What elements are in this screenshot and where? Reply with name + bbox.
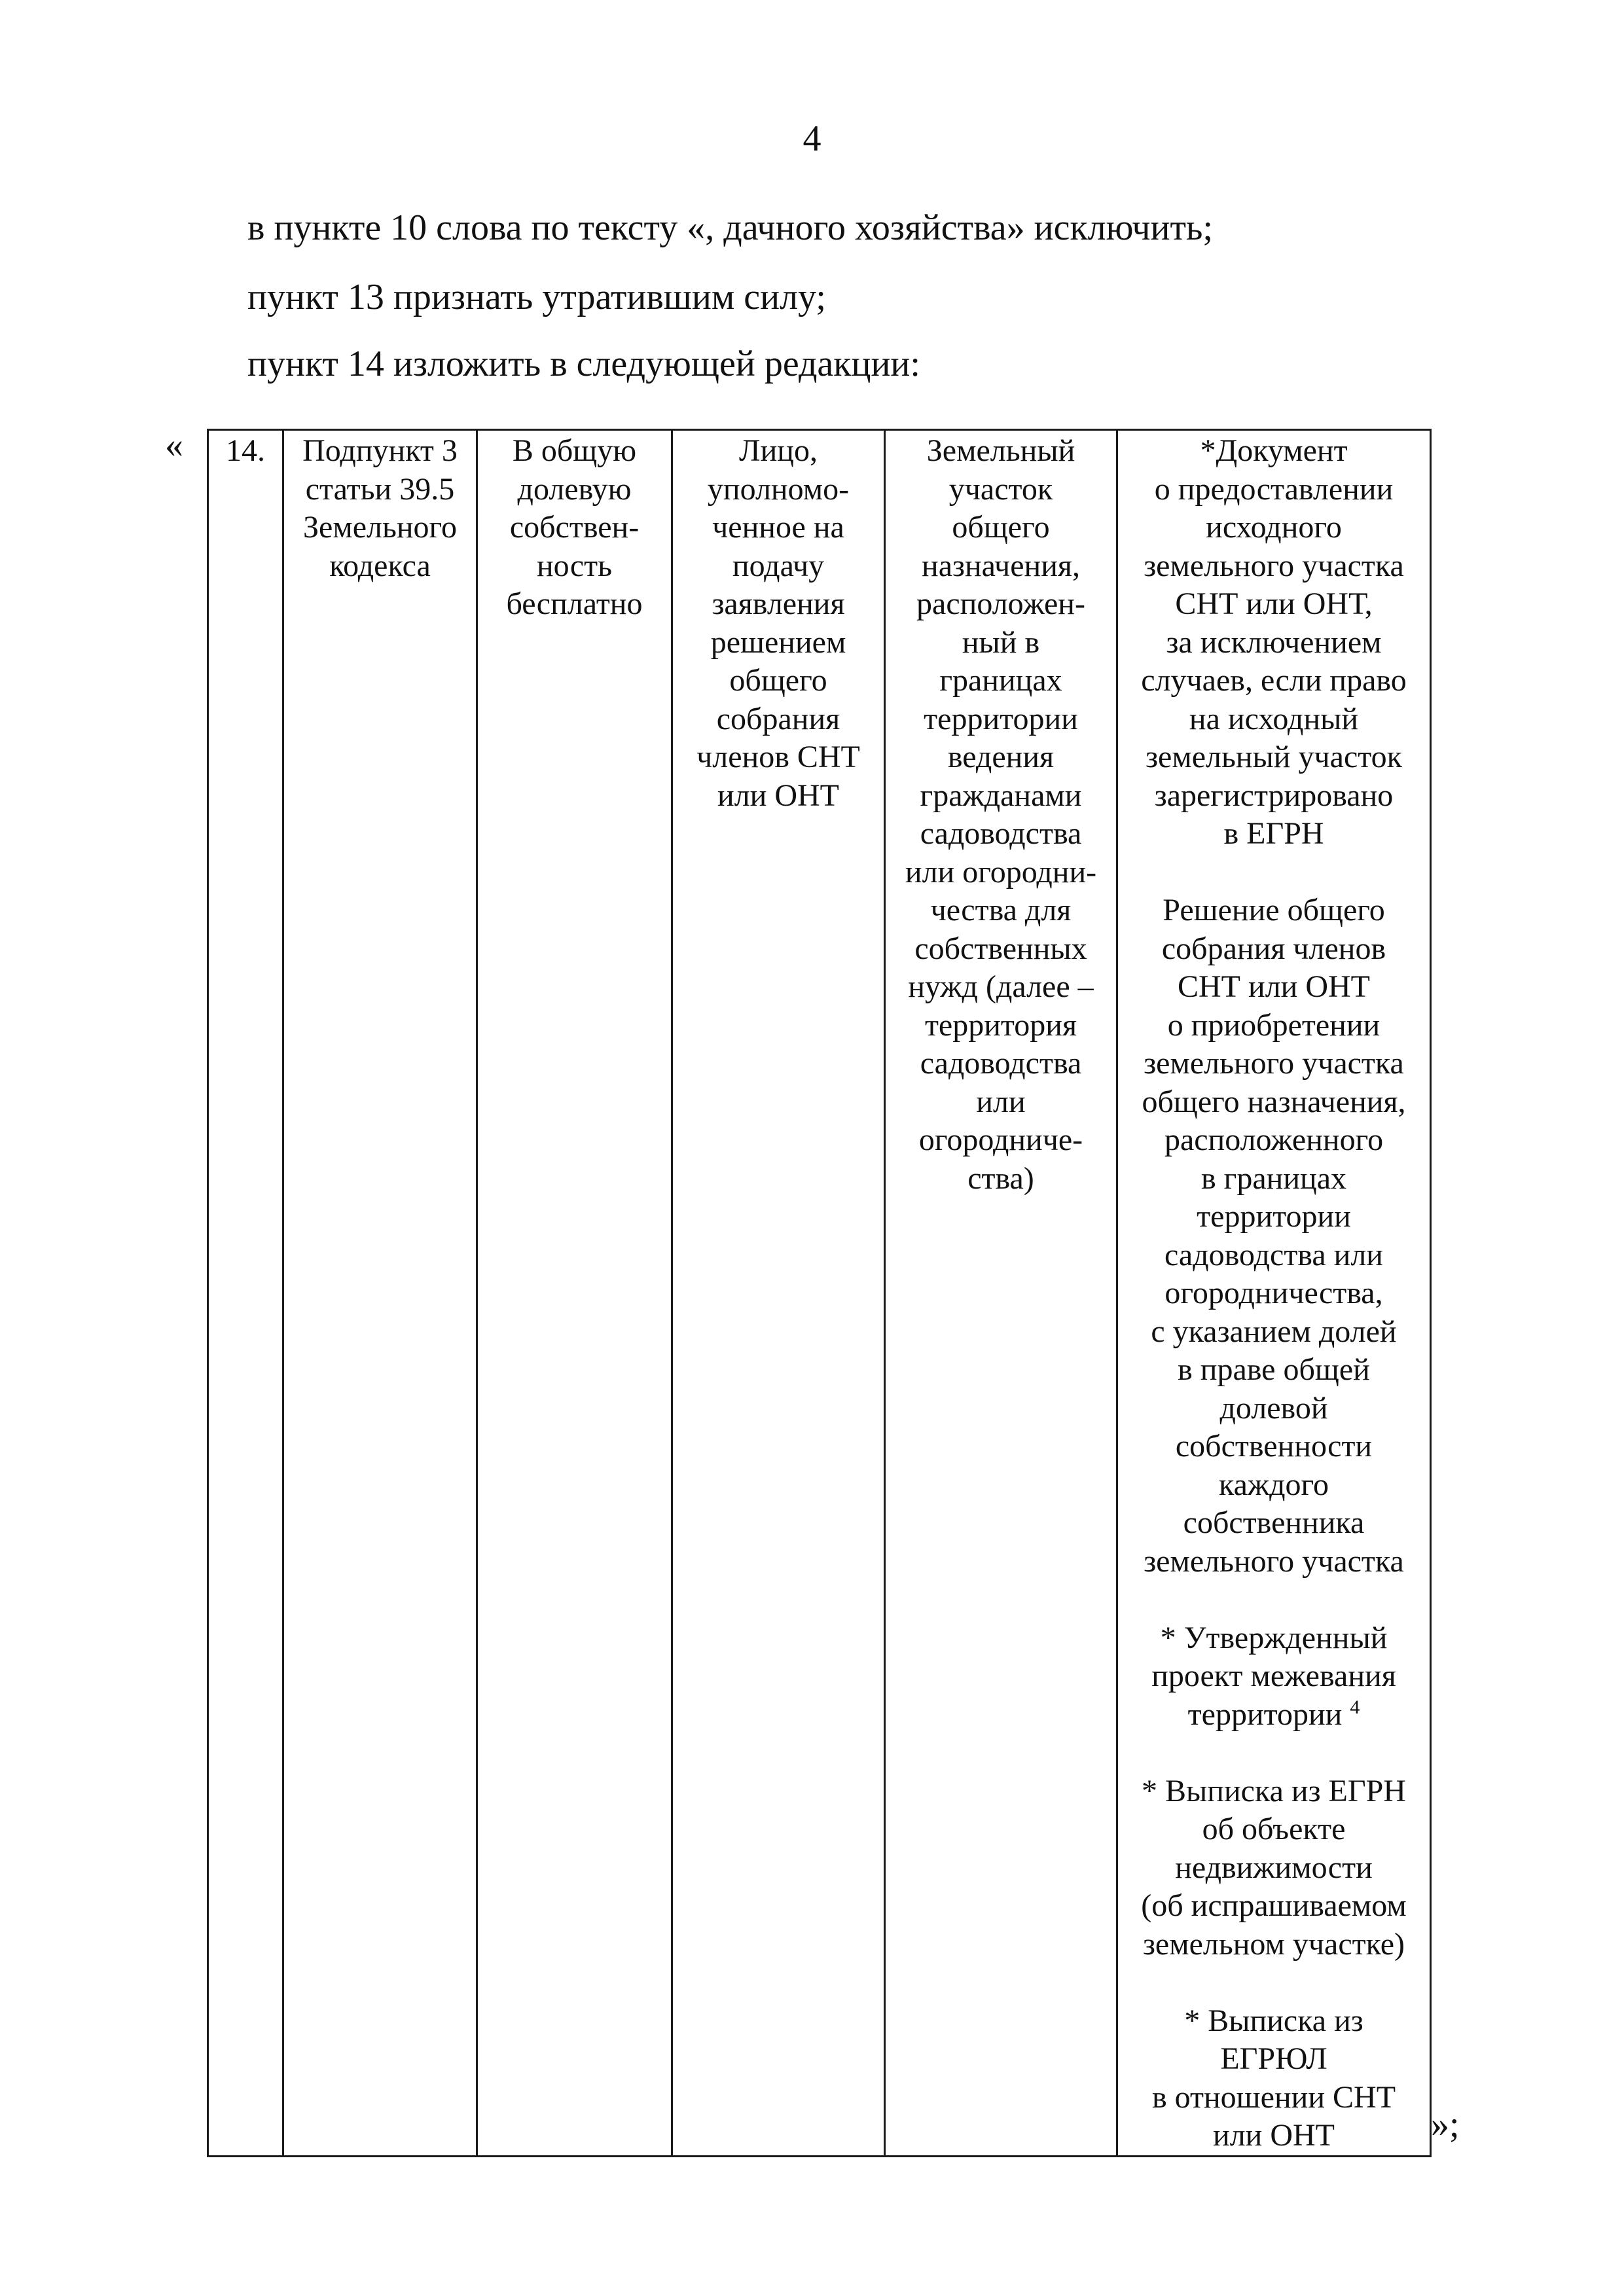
- document-line: случаев, если право: [1141, 663, 1407, 698]
- document-line: собрания членов: [1161, 931, 1386, 966]
- land-plot-line: гражданами: [920, 778, 1082, 813]
- basis-line: Земельного: [302, 510, 458, 545]
- paragraph-item-10: в пункте 10 слова по тексту «, дачного хозяйства» исключить;: [247, 207, 1214, 248]
- right-line: долевую: [517, 471, 632, 507]
- document-line: в отношении СНТ: [1151, 2079, 1396, 2115]
- document-line: проект межевания: [1151, 1659, 1396, 1693]
- document-line: общего назначения,: [1142, 1084, 1406, 1119]
- documents-cell: [1117, 430, 1431, 2157]
- land-plot-line: расположен-: [916, 586, 1085, 621]
- document-line: в границах: [1200, 1160, 1347, 1196]
- basis-line: статьи 39.5: [305, 471, 455, 507]
- document-line: ЕГРЮЛ: [1220, 2041, 1327, 2076]
- document-line: о приобретении: [1167, 1007, 1380, 1043]
- land-plot-line: Земельный: [926, 433, 1075, 468]
- amendment-table: [207, 429, 1432, 2157]
- land-plot-line: или: [976, 1084, 1026, 1119]
- document-line: долевой: [1219, 1390, 1328, 1426]
- right-line: бесплатно: [506, 586, 643, 621]
- applicant-line: решением: [710, 624, 846, 660]
- document-line: земельном участке): [1142, 1926, 1405, 1962]
- document-line: * Выписка из: [1184, 2003, 1363, 2038]
- closing-quote: »;: [1431, 2104, 1460, 2145]
- table-row: [208, 430, 1431, 2157]
- land-plot-line: ства): [967, 1160, 1034, 1196]
- applicant-cell: [672, 430, 885, 2157]
- legal-basis-cell: [283, 430, 477, 2157]
- document-line: (об испрашиваемом: [1141, 1888, 1407, 1923]
- document-line: территории: [1197, 1199, 1351, 1234]
- document-item: [1121, 1772, 1427, 1964]
- document-line: или ОНТ: [1213, 2118, 1335, 2153]
- document-line: земельного участка: [1144, 1046, 1404, 1081]
- land-plot-line: территория: [924, 1007, 1077, 1043]
- land-plot-line: чества для: [930, 893, 1072, 927]
- document-line: земельного участка: [1144, 1543, 1404, 1579]
- document-line: в ЕГРН: [1223, 816, 1324, 851]
- document-item: [1121, 2002, 1427, 2155]
- land-plot-line: участок: [948, 471, 1053, 507]
- right-line: собствен-: [509, 510, 640, 545]
- basis-line: Подпункт 3: [302, 433, 458, 468]
- applicant-line: собрания: [716, 701, 840, 736]
- land-plot-cell: [885, 430, 1117, 2157]
- document-line: каждого: [1219, 1467, 1329, 1502]
- land-plot-line: назначения,: [922, 548, 1080, 583]
- document-line: о предоставлении: [1154, 471, 1394, 507]
- document-line: в праве общей: [1178, 1352, 1370, 1387]
- document-line: *Документ: [1200, 433, 1348, 468]
- document-line: собственника: [1183, 1505, 1365, 1540]
- applicant-line: Лицо,: [739, 433, 818, 468]
- document-line: СНТ или ОНТ: [1178, 969, 1370, 1004]
- document-line: * Выписка из ЕГРН: [1142, 1773, 1406, 1808]
- paragraph-item-14: пункт 14 изложить в следующей редакции:: [247, 344, 920, 384]
- row-number: 14.: [226, 433, 265, 468]
- document-line: за исключением: [1166, 624, 1382, 660]
- document-item: [1121, 432, 1427, 853]
- applicant-line: общего: [729, 663, 827, 698]
- basis-line: кодекса: [329, 548, 431, 583]
- applicant-line: уполномо-: [707, 471, 850, 507]
- land-plot-line: садоводства: [920, 1046, 1082, 1081]
- document-line-with-footnote: [1121, 1696, 1427, 1734]
- document-line: собственности: [1175, 1429, 1373, 1463]
- document-line: Решение общего: [1163, 893, 1385, 927]
- document-line: земельного участка: [1144, 548, 1404, 583]
- document-line: огородничества,: [1164, 1276, 1383, 1310]
- document-line: расположенного: [1164, 1122, 1384, 1157]
- applicant-line: или ОНТ: [717, 778, 839, 813]
- document-line: садоводства или: [1164, 1237, 1383, 1272]
- document-line: на исходный: [1189, 701, 1359, 736]
- applicant-line: подачу: [732, 548, 825, 583]
- document-line: СНТ или ОНТ,: [1175, 586, 1373, 621]
- land-plot-line: огородниче-: [918, 1122, 1083, 1157]
- document-line: об объекте: [1202, 1812, 1346, 1846]
- document-item: [1121, 891, 1427, 1581]
- land-plot-line: ведения: [947, 740, 1055, 774]
- land-plot-line: границах: [939, 663, 1062, 698]
- land-plot-line: нужд (далее –: [908, 969, 1094, 1004]
- document-line: с указанием долей: [1151, 1314, 1397, 1349]
- document-line: зарегистрировано: [1154, 778, 1394, 813]
- applicant-line: заявления: [712, 586, 845, 621]
- applicant-line: членов СНТ: [696, 740, 860, 774]
- land-plot-line: садоводства: [920, 816, 1082, 851]
- document-item: [1121, 1619, 1427, 1734]
- paragraph-item-13: пункт 13 признать утратившим силу;: [247, 277, 826, 317]
- land-plot-line: или огородни-: [905, 854, 1097, 889]
- document-line: * Утвержденный: [1160, 1620, 1388, 1655]
- opening-quote: «: [165, 425, 183, 465]
- right-line: В общую: [512, 433, 637, 468]
- right-type-cell: [477, 430, 672, 2157]
- document-line: исходного: [1206, 510, 1342, 545]
- document-line: земельный участок: [1146, 740, 1402, 774]
- footnote-marker: 4: [1350, 1696, 1360, 1718]
- applicant-line: ченное на: [712, 510, 844, 545]
- row-number-cell: [208, 430, 283, 2157]
- land-plot-line: ный в: [962, 624, 1040, 660]
- page-number: 4: [803, 118, 821, 159]
- land-plot-line: общего: [952, 510, 1050, 545]
- document-line: недвижимости: [1175, 1850, 1373, 1885]
- land-plot-line: собственных: [914, 931, 1087, 966]
- document-line: территории: [1187, 1696, 1343, 1732]
- land-plot-line: территории: [924, 701, 1078, 736]
- right-line: ность: [536, 548, 613, 583]
